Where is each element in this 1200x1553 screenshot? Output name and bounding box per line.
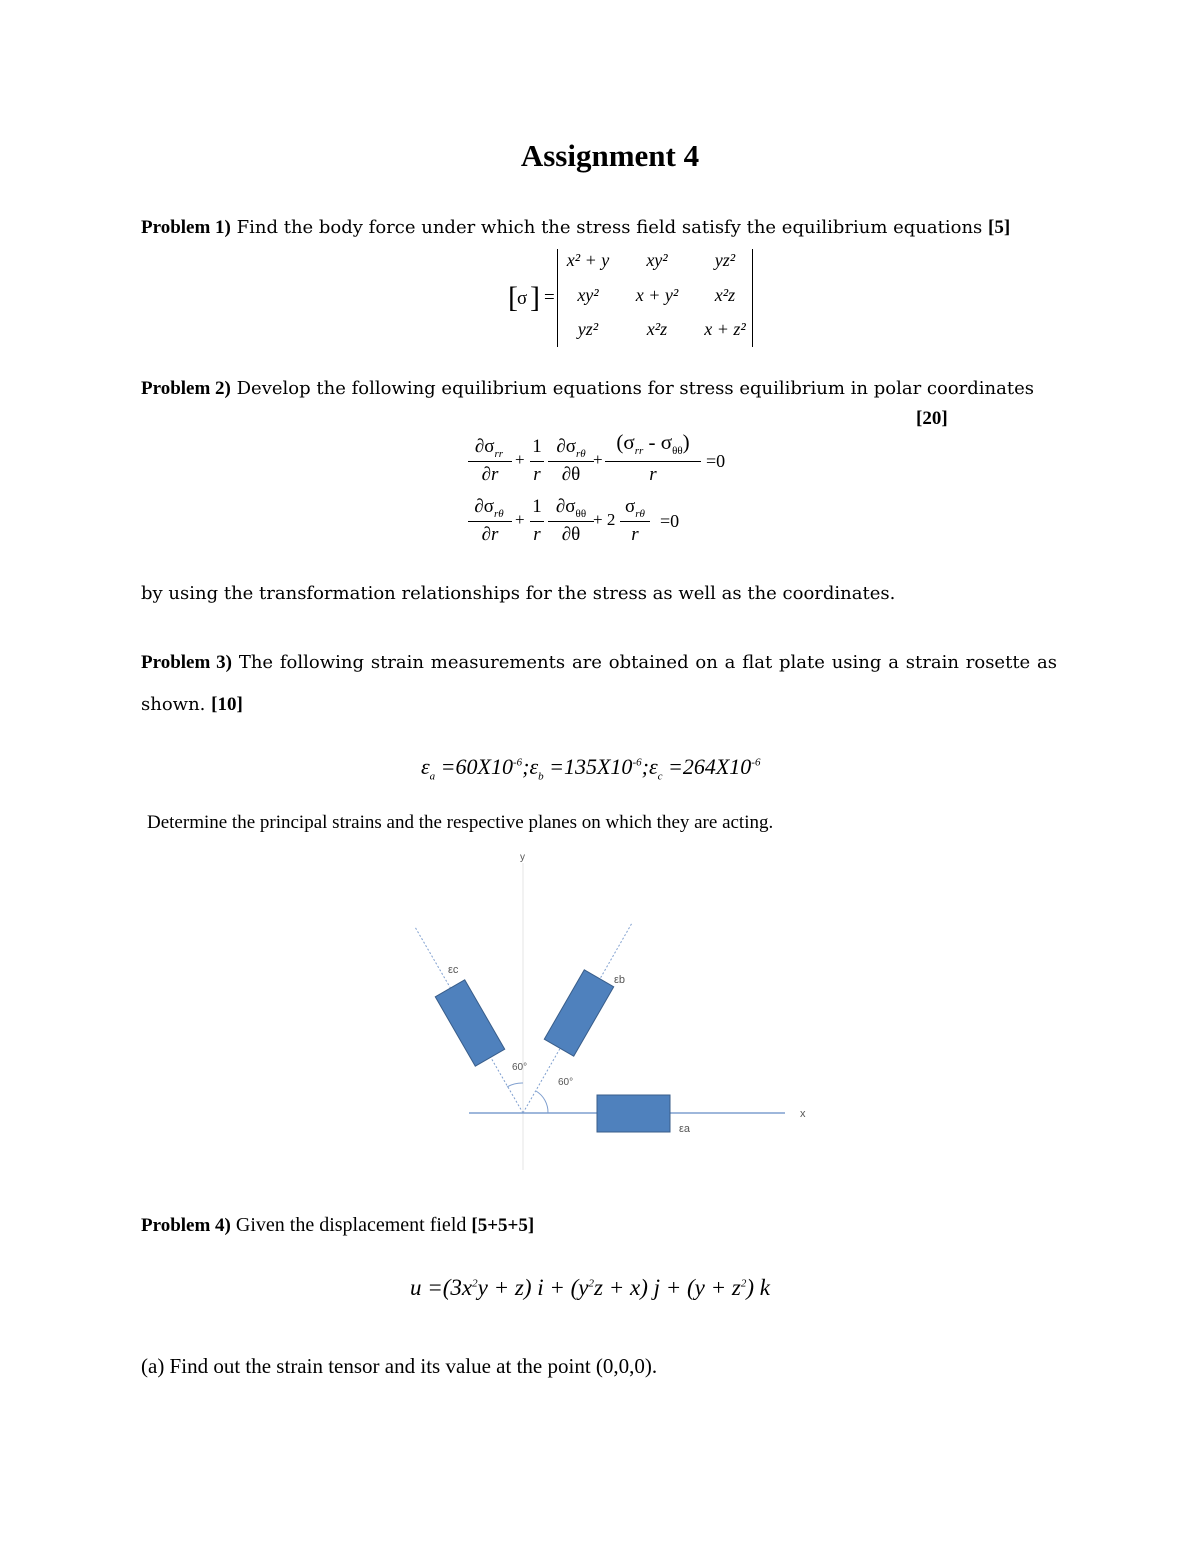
- matrix-cell: x²z: [646, 319, 668, 339]
- matrix-cell: x + y²: [635, 285, 679, 305]
- strain-b-symbol: ε: [529, 754, 539, 779]
- angle-label-2: 60°: [558, 1077, 574, 1088]
- strain-c-sub: c: [657, 770, 663, 783]
- gauge-a: [597, 1095, 670, 1132]
- strain-a-sub: a: [429, 770, 436, 783]
- gauge-c: [435, 980, 504, 1066]
- problem-4-marks: [5+5+5]: [471, 1215, 535, 1236]
- strain-c-value: =264X10: [668, 754, 752, 779]
- gauge-b: [544, 970, 613, 1056]
- matrix-cell: x²z: [714, 285, 736, 305]
- gauge-a-label: εa: [679, 1123, 691, 1135]
- problem-3-determine: Determine the principal strains and the respective planes on which they are acting.: [147, 812, 774, 833]
- strain-b-exp: -6: [632, 756, 642, 769]
- matrix-cell: yz²: [577, 319, 599, 339]
- problem-4-text: Given the displacement field: [235, 1214, 467, 1236]
- problem-1-statement: [141, 217, 1010, 239]
- problem-2-label: Problem 2): [141, 378, 231, 399]
- strain-values: $\varepsilon_a$ $=60X10^{-6};\varepsilon_b$ $=135X10^{-6};\varepsilon_c =264X10^{-6}$: [421, 754, 761, 783]
- problem-1-text: Find the body force under which the stress field satisfy the equilibrium equations: [236, 217, 983, 238]
- gauge-b-label: εb: [614, 974, 626, 986]
- problem-3-line1: [141, 652, 1057, 674]
- angle-arc-2: [536, 1091, 548, 1113]
- strain-rosette-diagram: [400, 845, 820, 1175]
- problem-3-marks: [10]: [211, 694, 243, 715]
- problem-3-text-2: shown.: [141, 694, 206, 715]
- problem-3-label: Problem 3): [141, 652, 232, 673]
- x-axis-label: x: [800, 1108, 806, 1120]
- gauge-c-label: εc: [448, 964, 459, 976]
- problem-2-marks: [20]: [916, 408, 948, 429]
- strain-c-exp: -6: [751, 756, 761, 769]
- y-axis-label: y: [520, 852, 525, 863]
- matrix-cell: x + z²: [704, 319, 746, 339]
- displacement-field-equation: $u =(3x^2y + z) i + (y^2z + x) j + (y + z^2)$ k: [410, 1275, 770, 1300]
- problem-1-label: Problem 1): [141, 217, 231, 238]
- strain-c-symbol: ε: [648, 754, 658, 779]
- problem-3-text: The following strain measurements are obtained on a flat plate using a strain rosette as: [238, 652, 1057, 673]
- strain-a-value: =60X10: [440, 754, 513, 779]
- strain-b-sub: b: [538, 770, 544, 783]
- problem-2-after: by using the transformation relationships for the stress as well as the coordinates.: [141, 583, 896, 604]
- strain-a-exp: -6: [512, 756, 523, 769]
- problem-4-label: Problem 4): [141, 1215, 231, 1236]
- page-title: Assignment 4: [520, 138, 700, 173]
- angle-label-1: 60°: [512, 1062, 528, 1073]
- problem-4-statement: [141, 1214, 534, 1237]
- strain-b-value: =135X10: [549, 754, 633, 779]
- problem-4-part-a: (a) Find out the strain tensor and its value at the point (0,0,0).: [141, 1354, 658, 1378]
- stress-matrix: [ σ ] = x² + y xy² yz² xy² x + y² x²z yz² x²z x + z²: [500, 245, 770, 350]
- strain-a-symbol: ε: [421, 754, 430, 779]
- matrix-cell: xy²: [577, 285, 599, 305]
- matrix-cell: yz²: [714, 250, 736, 270]
- problem-2-text: Develop the following equilibrium equations for stress equilibrium in polar coordinates: [236, 378, 1034, 399]
- problem-3-line2: [141, 694, 243, 716]
- polar-equations: $\partial\sigma_{rr}$ ∂r + 1 r $\partial\sigma_{r\theta}$ ∂θ + $(\sigma_{rr} - \sigma_{\theta\theta})$ r =0 $\partial\sigma_{r\theta}$ ∂r + 1 r $\partial\sigma_{\theta\theta}$ ∂θ + 2 $\sigma_{r\theta}$ r =0: [460, 430, 760, 550]
- angle-arc-1: [507, 1083, 523, 1087]
- matrix-cell: x² + y: [566, 250, 610, 270]
- problem-2-statement: [141, 378, 1034, 400]
- sigma-symbol: σ: [517, 288, 528, 309]
- matrix-cell: xy²: [646, 250, 668, 270]
- problem-1-marks: [5]: [988, 217, 1011, 238]
